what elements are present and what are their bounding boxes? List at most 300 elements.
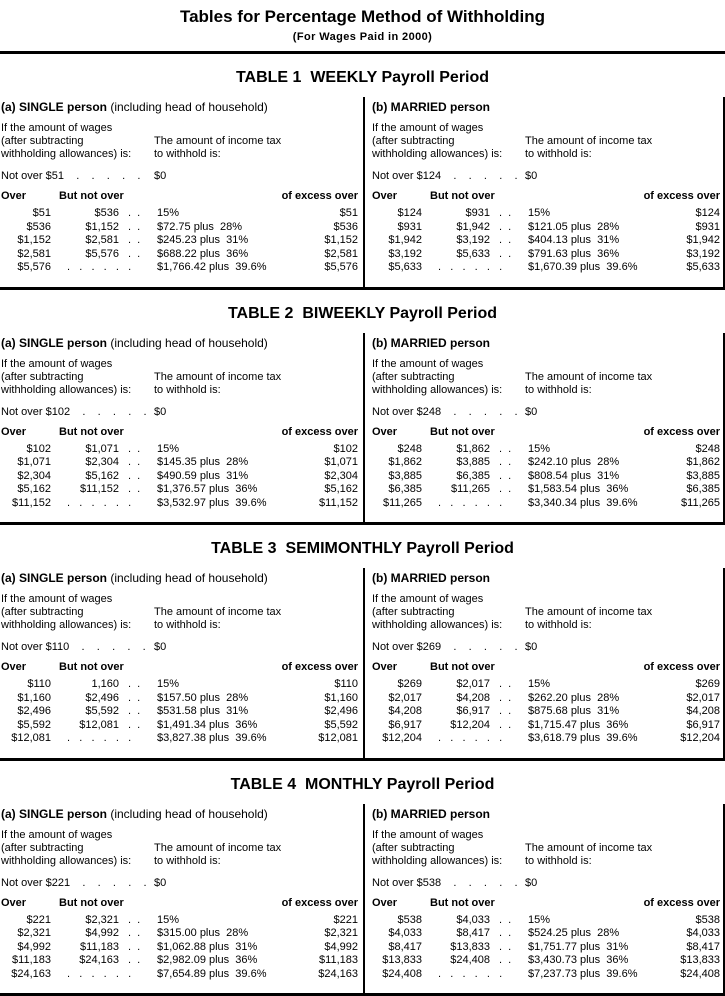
- bracket-row: [1, 941, 359, 955]
- cell-tax-formula: $315.00 plus 28%: [155, 927, 285, 941]
- column-headers: [372, 190, 721, 203]
- cell-tax-formula: $1,670.39 plus 39.6%: [526, 261, 647, 275]
- bracket-row: [372, 248, 721, 262]
- cell-tax-formula: $245.23 plus 31%: [155, 234, 285, 248]
- table-box: [0, 97, 725, 290]
- cell-excess-over: $11,265: [647, 497, 721, 511]
- cell-excess-over: $931: [647, 221, 721, 235]
- cell-over: $536: [1, 221, 51, 235]
- wages-line-3: withholding allowances) is:: [1, 384, 154, 397]
- tax-amount-text: [525, 135, 652, 161]
- bracket-row: [372, 443, 721, 457]
- wages-condition-block: [1, 122, 359, 161]
- not-over-label: Not over: [1, 641, 43, 653]
- cell-over: $2,496: [1, 705, 51, 719]
- tax-amount-text: [154, 135, 281, 161]
- cell-dots: . .: [490, 705, 526, 719]
- column-header-but-not-over: But not over: [422, 190, 526, 203]
- wages-condition-block: [1, 593, 359, 632]
- cell-excess-over: $1,071: [285, 456, 359, 470]
- cell-but-not-over: $4,033: [422, 914, 490, 928]
- bracket-row: [1, 248, 359, 262]
- wages-line-2: (after subtracting: [1, 606, 154, 619]
- cell-excess-over: $538: [647, 914, 721, 928]
- wages-condition-block: [372, 358, 721, 397]
- wages-condition-block: [1, 829, 359, 868]
- wages-condition-text: [372, 358, 525, 397]
- panel-header-label: (b) MARRIED person: [372, 571, 490, 585]
- cell-over: $1,152: [1, 234, 51, 248]
- not-over-label: Not over: [372, 877, 414, 889]
- wages-condition-text: [372, 829, 525, 868]
- column-headers: [1, 661, 359, 674]
- wages-line-1: If the amount of wages: [372, 122, 525, 135]
- wages-line-3: withholding allowances) is:: [1, 619, 154, 632]
- not-over-result: $0: [154, 170, 359, 182]
- cell-over: $12,081: [1, 732, 51, 746]
- not-over-line: [372, 406, 721, 418]
- not-over-result: $0: [525, 170, 721, 182]
- cell-dots: . . . . . .: [422, 261, 526, 275]
- cell-but-not-over: $13,833: [422, 941, 490, 955]
- cell-dots: . .: [119, 483, 155, 497]
- cell-over: $3,885: [372, 470, 422, 484]
- not-over-line: [1, 170, 359, 182]
- not-over-result: $0: [525, 641, 721, 653]
- not-over-amount: $538: [417, 877, 441, 889]
- cell-but-not-over: $6,385: [422, 470, 490, 484]
- cell-tax-formula: $490.59 plus 31%: [155, 470, 285, 484]
- bracket-row: [1, 234, 359, 248]
- cell-excess-over: $2,304: [285, 470, 359, 484]
- tax-line-1: The amount of income tax: [154, 371, 281, 384]
- cell-over: $5,576: [1, 261, 51, 275]
- cell-excess-over: $102: [285, 443, 359, 457]
- not-over-dots: . . . . .: [441, 641, 517, 653]
- cell-excess-over: $6,917: [647, 719, 721, 733]
- not-over-line: [372, 641, 721, 653]
- cell-but-not-over: $24,163: [51, 954, 119, 968]
- cell-but-not-over: $5,576: [51, 248, 119, 262]
- cell-tax-formula: $404.13 plus 31%: [526, 234, 647, 248]
- cell-excess-over: $124: [647, 207, 721, 221]
- cell-but-not-over: $12,204: [422, 719, 490, 733]
- panel-header: [372, 336, 721, 350]
- panel-header: [1, 571, 359, 585]
- not-over-label: Not over: [372, 170, 414, 182]
- tax-line-1: The amount of income tax: [525, 371, 652, 384]
- bracket-row: [1, 914, 359, 928]
- cell-but-not-over: $931: [422, 207, 490, 221]
- cell-dots: . .: [119, 470, 155, 484]
- cell-excess-over: $6,385: [647, 483, 721, 497]
- cell-excess-over: $269: [647, 678, 721, 692]
- cell-dots: . .: [490, 692, 526, 706]
- cell-excess-over: $3,885: [647, 470, 721, 484]
- column-header-but-not-over: But not over: [51, 426, 155, 439]
- cell-tax-formula: $3,340.34 plus 39.6%: [526, 497, 647, 511]
- wages-line-2: (after subtracting: [1, 371, 154, 384]
- cell-over: $1,160: [1, 692, 51, 706]
- bracket-row: [1, 497, 359, 511]
- cell-dots: . .: [490, 221, 526, 235]
- cell-dots: . .: [119, 914, 155, 928]
- tax-line-2: to withhold is:: [154, 619, 281, 632]
- cell-dots: . .: [119, 443, 155, 457]
- cell-but-not-over: $24,408: [422, 954, 490, 968]
- column-header-over: Over: [1, 190, 51, 203]
- cell-dots: . .: [490, 470, 526, 484]
- cell-but-not-over: $2,017: [422, 678, 490, 692]
- cell-dots: . .: [119, 705, 155, 719]
- not-over-line: [1, 641, 359, 653]
- not-over-dots: . . . . .: [70, 877, 146, 889]
- cell-tax-formula: 15%: [526, 678, 647, 692]
- cell-tax-formula: $3,618.79 plus 39.6%: [526, 732, 647, 746]
- cell-tax-formula: $1,766.42 plus 39.6%: [155, 261, 285, 275]
- bracket-row: [372, 483, 721, 497]
- bracket-row: [1, 221, 359, 235]
- table-heading: TABLE 3 SEMIMONTHLY Payroll Period: [0, 540, 725, 558]
- not-over-dots: . . . . .: [70, 406, 146, 418]
- cell-tax-formula: $791.63 plus 36%: [526, 248, 647, 262]
- cell-over: $2,581: [1, 248, 51, 262]
- column-header-of-excess-over: of excess over: [526, 426, 721, 439]
- wages-line-3: withholding allowances) is:: [372, 855, 525, 868]
- cell-tax-formula: $1,715.47 plus 36%: [526, 719, 647, 733]
- panel-header-label: (a) SINGLE person: [1, 336, 107, 350]
- cell-dots: . . . . . .: [51, 968, 155, 982]
- cell-over: $4,033: [372, 927, 422, 941]
- wages-line-2: (after subtracting: [1, 842, 154, 855]
- cell-but-not-over: $4,992: [51, 927, 119, 941]
- cell-over: $8,417: [372, 941, 422, 955]
- bracket-row: [1, 261, 359, 275]
- cell-but-not-over: $8,417: [422, 927, 490, 941]
- panel-header-sublabel: (including head of household): [107, 807, 268, 821]
- bracket-rows: [1, 914, 359, 982]
- cell-excess-over: $1,942: [647, 234, 721, 248]
- column-header-but-not-over: But not over: [51, 897, 155, 910]
- table-heading: TABLE 2 BIWEEKLY Payroll Period: [0, 305, 725, 323]
- cell-dots: . . . . . .: [51, 497, 155, 511]
- panel-header: [1, 807, 359, 821]
- cell-over: $5,592: [1, 719, 51, 733]
- bracket-rows: [372, 678, 721, 746]
- tax-line-2: to withhold is:: [525, 855, 652, 868]
- not-over-label: Not over: [1, 170, 43, 182]
- married-panel: [363, 333, 723, 523]
- not-over-result: $0: [154, 877, 359, 889]
- not-over-dots: . . . . .: [441, 170, 517, 182]
- wages-line-2: (after subtracting: [372, 606, 525, 619]
- not-over-amount: $102: [46, 406, 70, 418]
- not-over-result: $0: [154, 641, 359, 653]
- column-headers: [372, 661, 721, 674]
- cell-dots: . .: [119, 456, 155, 470]
- not-over-line: [372, 170, 721, 182]
- cell-dots: . .: [490, 927, 526, 941]
- column-header-over: Over: [372, 661, 422, 674]
- panel-header: [372, 807, 721, 821]
- panel-header-sublabel: (including head of household): [107, 100, 268, 114]
- bracket-row: [1, 678, 359, 692]
- tax-line-1: The amount of income tax: [154, 842, 281, 855]
- cell-tax-formula: $121.05 plus 28%: [526, 221, 647, 235]
- panel-header-label: (a) SINGLE person: [1, 571, 107, 585]
- cell-excess-over: $13,833: [647, 954, 721, 968]
- column-header-but-not-over: But not over: [422, 897, 526, 910]
- column-header-but-not-over: But not over: [51, 190, 155, 203]
- wages-line-1: If the amount of wages: [372, 358, 525, 371]
- cell-excess-over: $1,862: [647, 456, 721, 470]
- cell-tax-formula: $875.68 plus 31%: [526, 705, 647, 719]
- cell-but-not-over: $5,633: [422, 248, 490, 262]
- column-header-over: Over: [1, 897, 51, 910]
- panel-header: [372, 571, 721, 585]
- cell-over: $6,917: [372, 719, 422, 733]
- cell-but-not-over: $2,321: [51, 914, 119, 928]
- column-header-of-excess-over: of excess over: [526, 661, 721, 674]
- tax-line-1: The amount of income tax: [525, 842, 652, 855]
- cell-tax-formula: $3,827.38 plus 39.6%: [155, 732, 285, 746]
- single-panel: [0, 568, 363, 758]
- cell-dots: . .: [490, 443, 526, 457]
- bracket-row: [372, 497, 721, 511]
- cell-dots: . .: [119, 678, 155, 692]
- cell-dots: . .: [490, 678, 526, 692]
- cell-over: $6,385: [372, 483, 422, 497]
- cell-but-not-over: $2,581: [51, 234, 119, 248]
- cell-tax-formula: $531.58 plus 31%: [155, 705, 285, 719]
- cell-tax-formula: $7,237.73 plus 39.6%: [526, 968, 647, 982]
- column-header-but-not-over: But not over: [51, 661, 155, 674]
- cell-dots: . . . . . .: [422, 732, 526, 746]
- bracket-rows: [372, 443, 721, 511]
- wages-condition-text: [1, 358, 154, 397]
- wages-condition-block: [372, 829, 721, 868]
- wages-line-2: (after subtracting: [372, 371, 525, 384]
- tax-amount-text: [154, 371, 281, 397]
- cell-tax-formula: 15%: [526, 443, 647, 457]
- table-heading: TABLE 1 WEEKLY Payroll Period: [0, 69, 725, 87]
- cell-excess-over: $11,152: [285, 497, 359, 511]
- column-headers: [372, 426, 721, 439]
- not-over-dots: . . . . .: [441, 877, 517, 889]
- table-section: [0, 540, 725, 761]
- cell-over: $4,208: [372, 705, 422, 719]
- cell-tax-formula: 15%: [526, 914, 647, 928]
- cell-tax-formula: $157.50 plus 28%: [155, 692, 285, 706]
- cell-but-not-over: $12,081: [51, 719, 119, 733]
- bracket-row: [1, 483, 359, 497]
- cell-over: $2,321: [1, 927, 51, 941]
- bracket-row: [372, 914, 721, 928]
- bracket-row: [372, 234, 721, 248]
- cell-tax-formula: $7,654.89 plus 39.6%: [155, 968, 285, 982]
- cell-excess-over: $2,496: [285, 705, 359, 719]
- tax-amount-text: [525, 606, 652, 632]
- single-panel: [0, 804, 363, 994]
- bracket-row: [1, 954, 359, 968]
- cell-over: $1,862: [372, 456, 422, 470]
- cell-dots: . .: [490, 207, 526, 221]
- cell-excess-over: $2,581: [285, 248, 359, 262]
- cell-tax-formula: 15%: [155, 914, 285, 928]
- cell-excess-over: $221: [285, 914, 359, 928]
- panel-header-sublabel: (including head of household): [107, 336, 268, 350]
- tables-container: [0, 69, 725, 996]
- wages-condition-block: [1, 358, 359, 397]
- bracket-row: [372, 927, 721, 941]
- not-over-dots: . . . . .: [441, 406, 517, 418]
- cell-excess-over: $11,183: [285, 954, 359, 968]
- wages-line-1: If the amount of wages: [1, 593, 154, 606]
- cell-dots: . .: [490, 483, 526, 497]
- cell-excess-over: $2,321: [285, 927, 359, 941]
- column-header-of-excess-over: of excess over: [155, 661, 359, 674]
- cell-over: $11,152: [1, 497, 51, 511]
- cell-but-not-over: $11,265: [422, 483, 490, 497]
- wages-condition-text: [1, 122, 154, 161]
- married-panel: [363, 568, 723, 758]
- cell-over: $124: [372, 207, 422, 221]
- cell-excess-over: $24,408: [647, 968, 721, 982]
- cell-tax-formula: $3,532.97 plus 39.6%: [155, 497, 285, 511]
- cell-dots: . .: [490, 248, 526, 262]
- bracket-row: [1, 732, 359, 746]
- tax-line-1: The amount of income tax: [154, 606, 281, 619]
- document-title: Tables for Percentage Method of Withholding: [0, 0, 725, 27]
- cell-tax-formula: $1,751.77 plus 31%: [526, 941, 647, 955]
- cell-but-not-over: $1,071: [51, 443, 119, 457]
- cell-over: $269: [372, 678, 422, 692]
- married-panel: [363, 804, 723, 994]
- not-over-dots: . . . . .: [64, 170, 140, 182]
- not-over-result: $0: [525, 877, 721, 889]
- panel-header-label: (a) SINGLE person: [1, 100, 107, 114]
- cell-over: $102: [1, 443, 51, 457]
- cell-dots: . . . . . .: [51, 732, 155, 746]
- cell-tax-formula: $3,430.73 plus 36%: [526, 954, 647, 968]
- wages-line-3: withholding allowances) is:: [372, 619, 525, 632]
- cell-but-not-over: $2,496: [51, 692, 119, 706]
- cell-dots: . .: [490, 719, 526, 733]
- cell-tax-formula: 15%: [526, 207, 647, 221]
- cell-tax-formula: 15%: [155, 678, 285, 692]
- cell-excess-over: $24,163: [285, 968, 359, 982]
- bracket-row: [372, 954, 721, 968]
- cell-excess-over: $8,417: [647, 941, 721, 955]
- bracket-row: [372, 719, 721, 733]
- bracket-row: [1, 692, 359, 706]
- bracket-rows: [372, 914, 721, 982]
- not-over-label: Not over: [1, 406, 43, 418]
- wages-line-3: withholding allowances) is:: [372, 384, 525, 397]
- panel-header-label: (b) MARRIED person: [372, 336, 490, 350]
- not-over-line: [372, 877, 721, 889]
- bracket-row: [372, 221, 721, 235]
- cell-tax-formula: $262.20 plus 28%: [526, 692, 647, 706]
- cell-dots: . .: [490, 914, 526, 928]
- cell-over: $13,833: [372, 954, 422, 968]
- cell-tax-formula: $2,982.09 plus 36%: [155, 954, 285, 968]
- bracket-row: [372, 692, 721, 706]
- table-box: [0, 804, 725, 996]
- column-header-over: Over: [372, 190, 422, 203]
- tax-line-2: to withhold is:: [154, 148, 281, 161]
- cell-tax-formula: $145.35 plus 28%: [155, 456, 285, 470]
- cell-over: $11,183: [1, 954, 51, 968]
- tax-amount-text: [154, 842, 281, 868]
- cell-dots: . .: [119, 248, 155, 262]
- wages-line-2: (after subtracting: [1, 135, 154, 148]
- cell-over: $1,071: [1, 456, 51, 470]
- cell-over: $24,408: [372, 968, 422, 982]
- cell-but-not-over: $1,942: [422, 221, 490, 235]
- cell-excess-over: $5,576: [285, 261, 359, 275]
- bracket-row: [1, 927, 359, 941]
- cell-excess-over: $1,160: [285, 692, 359, 706]
- cell-tax-formula: $1,062.88 plus 31%: [155, 941, 285, 955]
- bracket-row: [1, 968, 359, 982]
- wages-line-1: If the amount of wages: [372, 829, 525, 842]
- table-section: [0, 776, 725, 996]
- bracket-row: [372, 261, 721, 275]
- table-heading: TABLE 4 MONTHLY Payroll Period: [0, 776, 725, 794]
- cell-but-not-over: $5,162: [51, 470, 119, 484]
- column-header-but-not-over: But not over: [422, 426, 526, 439]
- cell-tax-formula: $688.22 plus 36%: [155, 248, 285, 262]
- tax-line-1: The amount of income tax: [154, 135, 281, 148]
- cell-tax-formula: 15%: [155, 207, 285, 221]
- cell-tax-formula: $242.10 plus 28%: [526, 456, 647, 470]
- wages-condition-block: [372, 593, 721, 632]
- bracket-row: [372, 732, 721, 746]
- cell-over: $248: [372, 443, 422, 457]
- cell-dots: . .: [119, 234, 155, 248]
- married-panel: [363, 97, 723, 287]
- cell-dots: . . . . . .: [422, 968, 526, 982]
- not-over-amount: $124: [417, 170, 441, 182]
- not-over-amount: $221: [46, 877, 70, 889]
- wages-condition-text: [372, 122, 525, 161]
- cell-excess-over: $536: [285, 221, 359, 235]
- cell-over: $2,017: [372, 692, 422, 706]
- cell-but-not-over: 1,160: [51, 678, 119, 692]
- cell-dots: . .: [119, 927, 155, 941]
- wages-line-3: withholding allowances) is:: [372, 148, 525, 161]
- document-subtitle: (For Wages Paid in 2000): [0, 31, 725, 43]
- cell-tax-formula: $1,583.54 plus 36%: [526, 483, 647, 497]
- cell-excess-over: $12,204: [647, 732, 721, 746]
- cell-but-not-over: $5,592: [51, 705, 119, 719]
- cell-but-not-over: $11,152: [51, 483, 119, 497]
- cell-excess-over: $4,992: [285, 941, 359, 955]
- cell-tax-formula: $808.54 plus 31%: [526, 470, 647, 484]
- tax-line-2: to withhold is:: [154, 855, 281, 868]
- panel-header-label: (a) SINGLE person: [1, 807, 107, 821]
- cell-over: $12,204: [372, 732, 422, 746]
- cell-dots: . .: [490, 456, 526, 470]
- bracket-rows: [1, 678, 359, 746]
- cell-over: $24,163: [1, 968, 51, 982]
- cell-excess-over: $51: [285, 207, 359, 221]
- bracket-rows: [372, 207, 721, 275]
- cell-excess-over: $1,152: [285, 234, 359, 248]
- panel-header: [1, 336, 359, 350]
- bracket-row: [1, 719, 359, 733]
